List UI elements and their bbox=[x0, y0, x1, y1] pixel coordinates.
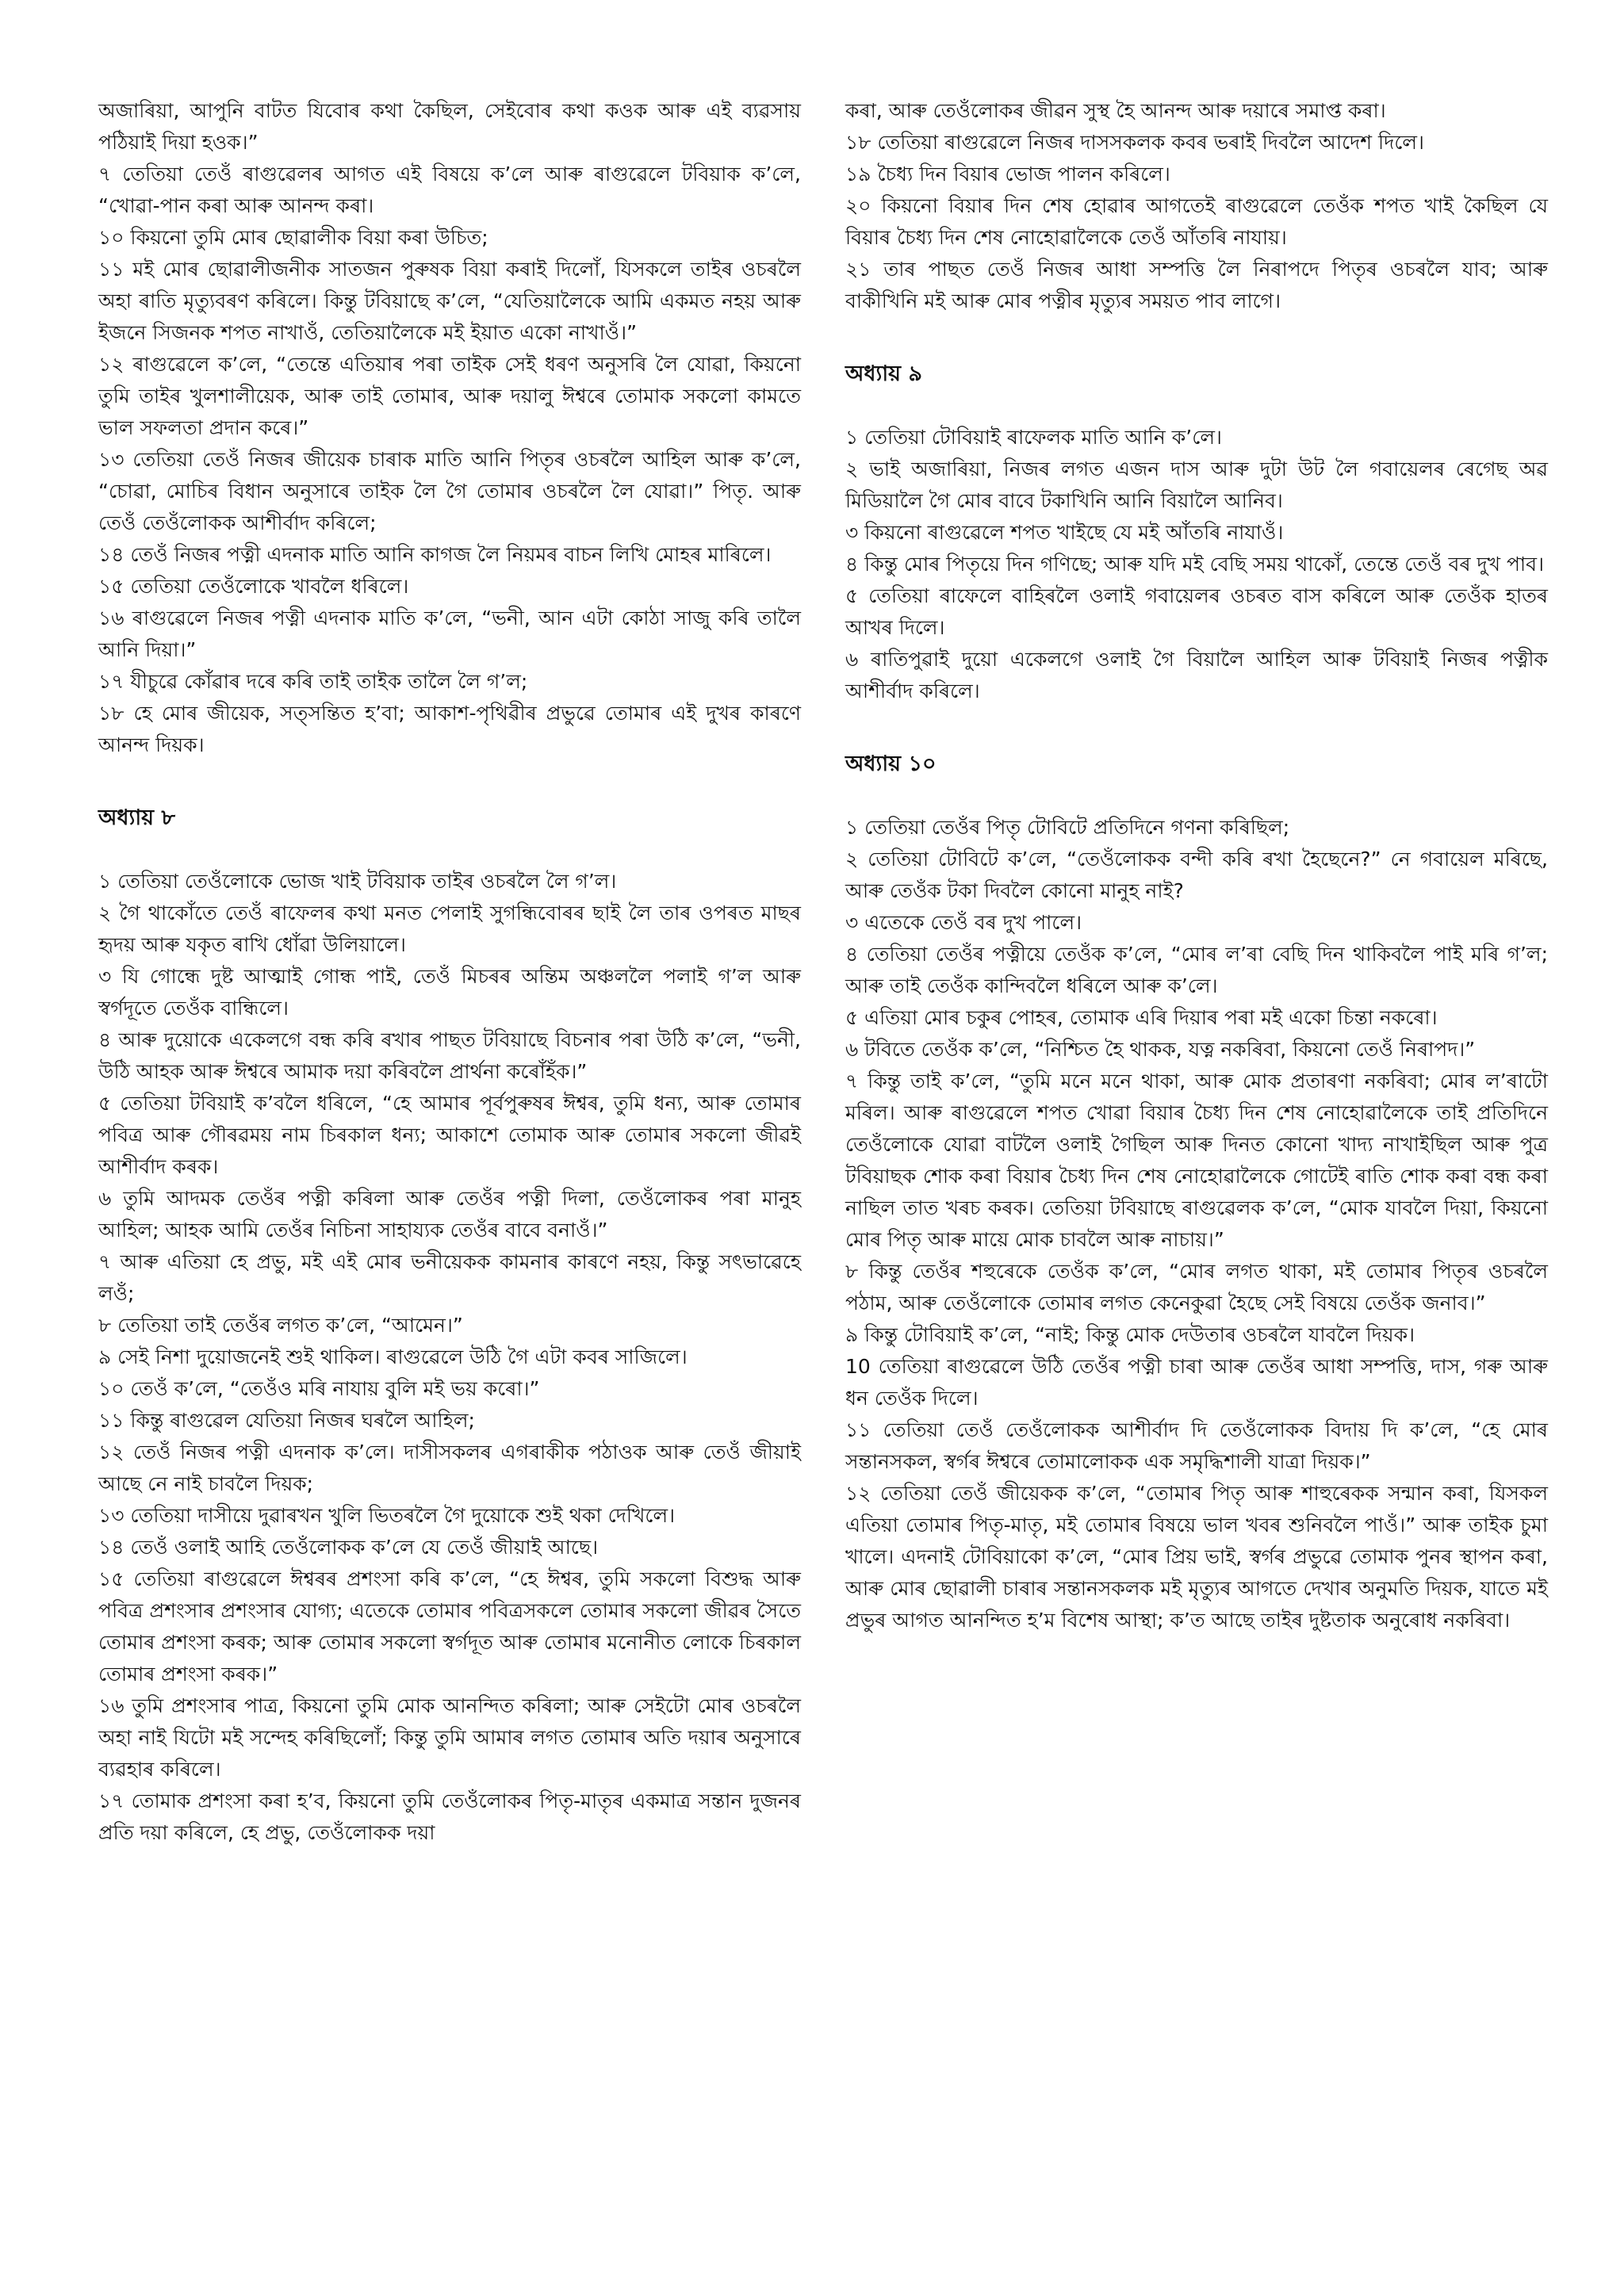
verse-paragraph: কৰা, আৰু তেওঁলোকৰ জীৱন সুস্থ হৈ আনন্দ আৰু দয়াৰে সমাপ্ত কৰা। bbox=[845, 99, 1386, 122]
verse-paragraph: ৬ টবিতে তেওঁক ক’লে, “নিশ্চিত হৈ থাকক, যত্ন নকৰিবা, কিয়নো তেওঁ নিৰাপদ।” bbox=[845, 1038, 1476, 1061]
verse-paragraph: অজাৰিয়া, আপুনি বাটত যিবোৰ কথা কৈছিল, সেইবোৰ কথা কওক আৰু এই ব্যৱসায় পঠিয়াই দিয়া হওক।” bbox=[98, 99, 801, 154]
chapter-heading-10: অধ্যায় ১০ bbox=[845, 752, 936, 776]
verse-paragraph: ১২ তেতিয়া তেওঁ জীয়েকক ক’লে, “তোমাৰ পিতৃ আৰু শাহুৰেকক সন্মান কৰা, যিসকল এতিয়া তোমাৰ পিতৃ-মাতৃ, মই তোমাৰ বিষয়ে ভাল খবৰ শুনিবলৈ পাওঁ।” আৰু তাইক চুমা খালে। এদনাই টোবিয়াকো ক’লে, “মোৰ প্ৰিয় ভাই, স্বৰ্গৰ প্ৰভুৱে তোমাক পুনৰ স্থাপন কৰা, আৰু মোৰ ছোৱালী চাৰাৰ সন্তানসকলক মই মৃত্যুৰ আগতে দেখাৰ অনুমতি দিয়ক, যাতে মই প্ৰভুৰ আগত আনন্দিত হ’ম বিশেষ আস্থা; ক’ত আছে তাইৰ দুষ্টতাক অনুৰোধ নকৰিবা। bbox=[845, 1482, 1548, 1632]
right-verses-a bbox=[845, 95, 1548, 317]
right-column bbox=[845, 95, 1548, 2248]
chapter-heading-9: অধ্যায় ৯ bbox=[845, 362, 923, 386]
right-verses-c bbox=[845, 812, 1548, 1636]
verse-paragraph: ১৩ তেতিয়া তেওঁ নিজৰ জীয়েক চাৰাক মাতি আনি পিতৃৰ ওচৰলৈ আহিল আৰু ক’লে, “চোৱা, মোচিৰ বিধান অনুসাৰে তাইক লৈ গৈ তোমাৰ ওচৰলৈ লৈ যোৱা।” পিতৃ. আৰু তেওঁ তেওঁলোকক আশীৰ্বাদ কৰিলে; bbox=[98, 448, 801, 534]
verse-paragraph: ১৮ হে মোৰ জীয়েক, সত্সন্তিত হ’বা; আকাশ-পৃথিৱীৰ প্ৰভুৱে তোমাৰ এই দুখৰ কাৰণে আনন্দ দিয়ক। bbox=[98, 702, 801, 756]
verse-paragraph: ৭ আৰু এতিয়া হে প্ৰভু, মই এই মোৰ ভনীয়েকক কামনাৰ কাৰণে নহয়, কিন্তু সৎভাৱেহে লওঁ; bbox=[98, 1250, 801, 1305]
verse-paragraph: ১০ কিয়নো তুমি মোৰ ছোৱালীক বিয়া কৰা উচিত; bbox=[98, 226, 488, 249]
chapter-heading-8: অধ্যায় ৮ bbox=[98, 806, 176, 830]
verse-paragraph: ১০ তেওঁ ক’লে, “তেওঁও মৰি নাযায় বুলি মই ভয় কৰো।” bbox=[98, 1377, 540, 1400]
verse-paragraph: ১৬ তুমি প্ৰশংসাৰ পাত্ৰ, কিয়নো তুমি মোক আনন্দিত কৰিলা; আৰু সেইটো মোৰ ওচৰলৈ অহা নাই যিটো মই সন্দেহ কৰিছিলোঁ; কিন্তু তুমি আমাৰ লগত তোমাৰ অতি দয়াৰ অনুসাৰে ব্যৱহাৰ কৰিলে। bbox=[98, 1694, 801, 1781]
verse-paragraph: ১৮ তেতিয়া ৰাগুৱেলে নিজৰ দাসসকলক কবৰ ভৰাই দিবলৈ আদেশ দিলে। bbox=[845, 131, 1424, 154]
verse-paragraph: ৪ আৰু দুয়োকে একেলগে বন্ধ কৰি ৰখাৰ পাছত টবিয়াছে বিচনাৰ পৰা উঠি ক’লে, “ভনী, উঠি আহক আৰু ঈশ্বৰে আমাক দয়া কৰিবলৈ প্ৰাৰ্থনা কৰোঁহঁক।” bbox=[98, 1028, 801, 1083]
verse-paragraph: ১২ ৰাগুৱেলে ক’লে, “তেন্তে এতিয়াৰ পৰা তাইক সেই ধৰণ অনুসৰি লৈ যোৱা, কিয়নো তুমি তাইৰ খুলশালীয়েক, আৰু তাই তোমাৰ, আৰু দয়ালু ঈশ্বৰে তোমাক সকলো কামতে ভাল সফলতা প্ৰদান কৰে।” bbox=[98, 353, 801, 439]
verse-paragraph: ৩ এতেকে তেওঁ বৰ দুখ পালে। bbox=[845, 911, 1082, 934]
verse-paragraph: ১৩ তেতিয়া দাসীয়ে দুৱাৰখন খুলি ভিতৰলৈ গৈ দুয়োকে শুই থকা দেখিলে। bbox=[98, 1504, 676, 1527]
verse-paragraph: ৫ তেতিয়া ৰাফেলে বাহিৰলৈ ওলাই গবায়েলৰ ওচৰত বাস কৰিলে আৰু তেওঁক হাতৰ আখৰ দিলে। bbox=[845, 584, 1548, 639]
verse-paragraph: ৪ কিন্তু মোৰ পিতৃয়ে দিন গণিছে; আৰু যদি মই বেছি সময় থাকোঁ, তেন্তে তেওঁ বৰ দুখ পাব। bbox=[845, 553, 1545, 576]
verse-paragraph: ৫ তেতিয়া টবিয়াই ক’বলৈ ধৰিলে, “হে আমাৰ পূৰ্বপুৰুষৰ ঈশ্বৰ, তুমি ধন্য, আৰু তোমাৰ পবিত্ৰ আৰু গৌৰৱময় নাম চিৰকাল ধন্য; আকাশে তোমাক আৰু তোমাৰ সকলো জীৱই আশীৰ্বাদ কৰক। bbox=[98, 1092, 801, 1178]
verse-paragraph: ২০ কিয়নো বিয়াৰ দিন শেষ হোৱাৰ আগতেই ৰাগুৱেলে তেওঁক শপত খাই কৈছিল যে বিয়াৰ চৈধ্য দিন শেষ নোহোৱালৈকে তেওঁ আঁতৰি নাযায়। bbox=[845, 194, 1548, 249]
verse-paragraph: ৭ তেতিয়া তেওঁ ৰাগুৱেলৰ আগত এই বিষয়ে ক’লে আৰু ৰাগুৱেলে টবিয়াক ক’লে, “খোৱা-পান কৰা আৰু আনন্দ কৰা। bbox=[98, 163, 801, 217]
verse-paragraph: ১ তেতিয়া টোবিয়াই ৰাফেলক মাতি আনি ক’লে। bbox=[845, 426, 1222, 449]
verse-paragraph: ২ ভাই অজাৰিয়া, নিজৰ লগত এজন দাস আৰু দুটা উট লৈ গবায়েলৰ ৰেগেছ অৱ মিডিয়ালৈ গৈ মোৰ বাবে টকাখিনি আনি বিয়ালৈ আনিব। bbox=[845, 457, 1548, 512]
verse-paragraph: ২১ তাৰ পাছত তেওঁ নিজৰ আধা সম্পত্তি লৈ নিৰাপদে পিতৃৰ ওচৰলৈ যাব; আৰু বাকীখিনি মই আৰু মোৰ পত্নীৰ মৃত্যুৰ সময়ত পাব লাগে। bbox=[845, 258, 1548, 312]
verse-paragraph: ৬ ৰাতিপুৱাই দুয়ো একেলগে ওলাই গৈ বিয়ালৈ আহিল আৰু টবিয়াই নিজৰ পত্নীক আশীৰ্বাদ কৰিলে। bbox=[845, 648, 1548, 702]
verse-paragraph: ১৯ চৈধ্য দিন বিয়াৰ ভোজ পালন কৰিলে। bbox=[845, 163, 1170, 186]
verse-paragraph: ১ তেতিয়া তেওঁলোকে ভোজ খাই টবিয়াক তাইৰ ওচৰলৈ লৈ গ’ল। bbox=[98, 870, 617, 893]
left-verses-a bbox=[98, 95, 801, 761]
verse-paragraph: ৮ তেতিয়া তাই তেওঁৰ লগত ক’লে, “আমেন।” bbox=[98, 1314, 463, 1337]
verse-paragraph: ৭ কিন্তু তাই ক’লে, “তুমি মনে মনে থাকা, আৰু মোক প্ৰতাৰণা নকৰিবা; মোৰ ল’ৰাটো মৰিল। আৰু ৰাগুৱেলে শপত খোৱা বিয়াৰ চৈধ্য দিন শেষ নোহোৱালৈকে তাই প্ৰতিদিনে তেওঁলোকে যোৱা বাটলৈ ওলাই গৈছিল আৰু দিনত কোনো খাদ্য নাখাইছিল আৰু পুত্ৰ টবিয়াছক শোক কৰা বিয়াৰ চৈধ্য দিন শেষ নোহোৱালৈকে গোটেই ৰাতি শোক কৰা বন্ধ কৰা নাছিল তাত খৰচ কৰক। তেতিয়া টবিয়াছে ৰাগুৱেলক ক’লে, “মোক যাবলৈ দিয়া, কিয়নো মোৰ পিতৃ আৰু মায়ে মোক চাবলৈ আৰু নাচায়।” bbox=[845, 1070, 1548, 1251]
verse-paragraph: ৯ কিন্তু টোবিয়াই ক’লে, “নাই; কিন্তু মোক দেউতাৰ ওচৰলৈ যাবলৈ দিয়ক। bbox=[845, 1323, 1415, 1346]
verse-paragraph: ১১ কিন্তু ৰাগুৱেল যেতিয়া নিজৰ ঘৰলৈ আহিল; bbox=[98, 1409, 475, 1432]
verse-paragraph: ৩ যি গোন্ধে দুষ্ট আত্মাই গোন্ধ পাই, তেওঁ মিচৰৰ অন্তিম অঞ্চললৈ পলাই গ’ল আৰু স্বৰ্গদূতে তেওঁক বান্ধিলে। bbox=[98, 965, 801, 1020]
verse-paragraph: ১৬ ৰাগুৱেলে নিজৰ পত্নী এদনাক মাতি ক’লে, “ভনী, আন এটা কোঠা সাজু কৰি তালৈ আনি দিয়া।” bbox=[98, 607, 801, 661]
verse-paragraph: ২ তেতিয়া টোবিটে ক’লে, “তেওঁলোকক বন্দী কৰি ৰখা হৈছেনে?” নে গবায়েল মৰিছে, আৰু তেওঁক টকা দিবলৈ কোনো মানুহ নাই? bbox=[845, 848, 1548, 902]
verse-paragraph: ১৪ তেওঁ ওলাই আহি তেওঁলোকক ক’লে যে তেওঁ জীয়াই আছে। bbox=[98, 1536, 599, 1559]
verse-paragraph: ২ গৈ থাকোঁতে তেওঁ ৰাফেলৰ কথা মনত পেলাই সুগন্ধিবোৰৰ ছাই লৈ তাৰ ওপৰত মাছৰ হৃদয় আৰু যকৃত ৰাখি ধোঁৱা উলিয়ালে। bbox=[98, 901, 801, 956]
verse-paragraph: ১১ তেতিয়া তেওঁ তেওঁলোকক আশীৰ্বাদ দি তেওঁলোকক বিদায় দি ক’লে, “হে মোৰ সন্তানসকল, স্বৰ্গৰ ঈশ্বৰে তোমালোকক এক সমৃদ্ধিশালী যাত্ৰা দিয়ক।” bbox=[845, 1418, 1548, 1473]
verse-paragraph: ৮ কিন্তু তেওঁৰ শহুৰেকে তেওঁক ক’লে, “মোৰ লগত থাকা, মই তোমাৰ পিতৃৰ ওচৰলৈ পঠাম, আৰু তেওঁলোকে তোমাৰ লগত কেনেকুৱা হৈছে সেই বিষয়ে তেওঁক জনাব।” bbox=[845, 1260, 1548, 1314]
verse-paragraph: ১২ তেওঁ নিজৰ পত্নী এদনাক ক’লে। দাসীসকলৰ এগৰাকীক পঠাওক আৰু তেওঁ জীয়াই আছে নে নাই চাবলৈ দিয়ক; bbox=[98, 1441, 801, 1495]
verse-paragraph: ১৪ তেওঁ নিজৰ পত্নী এদনাক মাতি আনি কাগজ লৈ নিয়মৰ বাচন লিখি মোহৰ মাৰিলে। bbox=[98, 543, 772, 566]
verse-paragraph: ১১ মই মোৰ ছোৱালীজনীক সাতজন পুৰুষক বিয়া কৰাই দিলোঁ, যিসকলে তাইৰ ওচৰলৈ অহা ৰাতি মৃত্যুবৰণ কৰিলে। কিন্তু টবিয়াছে ক’লে, “যেতিয়ালৈকে আমি একমত নহয় আৰু ইজনে সিজনক শপত নাখাওঁ, তেতিয়ালৈকে মই ইয়াত একো নাখাওঁ।” bbox=[98, 258, 801, 344]
verse-paragraph: ৫ এতিয়া মোৰ চকুৰ পোহৰ, তোমাক এৰি দিয়াৰ পৰা মই একো চিন্তা নকৰো। bbox=[845, 1006, 1438, 1029]
right-verses-b bbox=[845, 422, 1548, 707]
verse-paragraph: ৩ কিয়নো ৰাগুৱেলে শপত খাইছে যে মই আঁতৰি নাযাওঁ। bbox=[845, 521, 1284, 544]
left-verses-b bbox=[98, 866, 801, 1849]
verse-paragraph: ১৭ যীচুৱে কোঁৱাৰ দৰে কৰি তাই তাইক তালৈ লৈ গ’ল; bbox=[98, 670, 528, 693]
verse-paragraph: ৬ তুমি আদমক তেওঁৰ পত্নী কৰিলা আৰু তেওঁৰ পত্নী দিলা, তেওঁলোকৰ পৰা মানুহ আহিল; আহক আমি তেওঁৰ নিচিনা সাহায্যক তেওঁৰ বাবে বনাওঁ।” bbox=[98, 1187, 801, 1242]
verse-paragraph: ৯ সেই নিশা দুয়োজনেই শুই থাকিল। ৰাগুৱেলে উঠি গৈ এটা কবৰ সাজিলে। bbox=[98, 1345, 688, 1368]
verse-paragraph: 10 তেতিয়া ৰাগুৱেলে উঠি তেওঁৰ পত্নী চাৰা আৰু তেওঁৰ আধা সম্পত্তি, দাস, গৰু আৰু ধন তেওঁক দিলে। bbox=[845, 1355, 1548, 1410]
verse-paragraph: ১৫ তেতিয়া ৰাগুৱেলে ঈশ্বৰৰ প্ৰশংসা কৰি ক’লে, “হে ঈশ্বৰ, তুমি সকলো বিশুদ্ধ আৰু পবিত্ৰ প্ৰশংসাৰ প্ৰশংসাৰ যোগ্য; এতেকে তোমাৰ পবিত্ৰসকলে তোমাৰ সকলো জীৱৰ সৈতে তোমাৰ প্ৰশংসা কৰক; আৰু তোমাৰ সকলো স্বৰ্গদূত আৰু তোমাৰ মনোনীত লোকে চিৰকাল তোমাৰ প্ৰশংসা কৰক।” bbox=[98, 1567, 801, 1686]
left-column bbox=[98, 95, 801, 2248]
verse-paragraph: ৪ তেতিয়া তেওঁৰ পত্নীয়ে তেওঁক ক’লে, “মোৰ ল’ৰা বেছি দিন থাকিবলৈ পাই মৰি গ’ল; আৰু তাই তেওঁক কান্দিবলৈ ধৰিলে আৰু ক’লে। bbox=[845, 943, 1548, 997]
verse-paragraph: ১ তেতিয়া তেওঁৰ পিতৃ টোবিটে প্ৰতিদিনে গণনা কৰিছিল; bbox=[845, 816, 1290, 839]
verse-paragraph: ১৫ তেতিয়া তেওঁলোকে খাবলৈ ধৰিলে। bbox=[98, 575, 409, 598]
verse-paragraph: ১৭ তোমাক প্ৰশংসা কৰা হ’ব, কিয়নো তুমি তেওঁলোকৰ পিতৃ-মাতৃৰ একমাত্ৰ সন্তান দুজনৰ প্ৰতি দয়া কৰিলে, হে প্ৰভু, তেওঁলোকক দয়া bbox=[98, 1789, 801, 1844]
